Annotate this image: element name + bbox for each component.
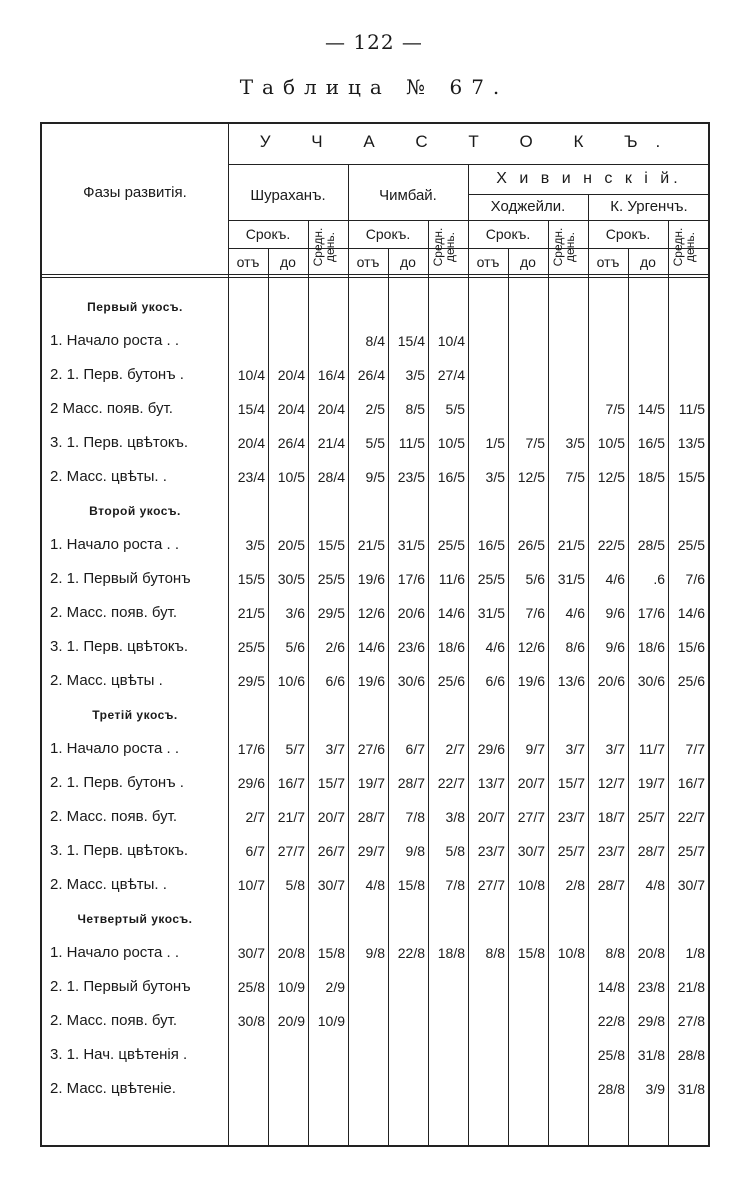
table-cell: 26/7 [317, 843, 345, 859]
to-label: до [520, 254, 536, 270]
table-cell: 8/5 [405, 401, 425, 417]
table-cell: 29/5 [317, 605, 345, 621]
table-cell: 27/6 [357, 741, 385, 757]
table-cell: 30/7 [237, 945, 265, 961]
site-shurakhan: Шураханъ. [250, 187, 326, 204]
table-cell: 31/8 [677, 1081, 705, 1097]
table-cell: 20/9 [277, 1013, 305, 1029]
table-cell: 16/7 [677, 775, 705, 791]
table-cell: 19/7 [637, 775, 665, 791]
table-cell: 25/7 [637, 809, 665, 825]
khiva-header: Х и в и н с к і й. [496, 170, 682, 187]
table-cell: 31/5 [477, 605, 505, 621]
table-cell: 1/8 [685, 945, 705, 961]
table-cell: 15/4 [397, 333, 425, 349]
phenology-table [40, 122, 710, 1147]
table-cell: 25/5 [437, 537, 465, 553]
table-cell: 17/6 [397, 571, 425, 587]
table-cell: 15/7 [557, 775, 585, 791]
table-cell: 15/7 [317, 775, 345, 791]
table-cell: 7/6 [685, 571, 705, 587]
table-cell: 11/6 [438, 571, 465, 587]
table-cell: 17/6 [637, 605, 665, 621]
table-cell: 10/9 [277, 979, 305, 995]
section-title: Второй укосъ. [89, 504, 181, 518]
table-cell: 16/7 [277, 775, 305, 791]
table-cell: 14/6 [677, 605, 705, 621]
table-cell: 12/5 [517, 469, 545, 485]
table-cell: 5/8 [285, 877, 305, 893]
from-label: отъ [476, 254, 500, 270]
table-rule [42, 274, 708, 275]
table-cell: 27/7 [477, 877, 505, 893]
table-cell: 28/7 [637, 843, 665, 859]
site-urgench: К. Ургенчъ. [610, 198, 688, 215]
table-cell: 3/5 [485, 469, 505, 485]
table-cell: 28/8 [597, 1081, 625, 1097]
table-cell: 3/5 [565, 435, 585, 451]
table-cell: 15/5 [677, 469, 705, 485]
table-cell: 5/5 [445, 401, 465, 417]
phases-header: Фазы развитія. [83, 184, 187, 201]
table-cell: 23/6 [397, 639, 425, 655]
table-cell: 25/5 [677, 537, 705, 553]
table-cell: 15/4 [237, 401, 265, 417]
table-cell: .6 [653, 571, 665, 587]
phase-label: 3. 1. Перв. цвѣтокъ. [50, 638, 189, 655]
table-cell: 28/7 [357, 809, 385, 825]
table-cell: 19/7 [357, 775, 385, 791]
phase-label: 2. 1. Первый бутонъ [50, 978, 191, 995]
phase-label: 1. Начало роста . . [50, 536, 180, 553]
from-label: отъ [356, 254, 380, 270]
table-cell: 3/5 [405, 367, 425, 383]
table-cell: 2/5 [365, 401, 385, 417]
table-cell: 10/5 [437, 435, 465, 451]
table-cell: 29/5 [237, 673, 265, 689]
table-cell: 10/7 [237, 877, 265, 893]
table-cell: 15/8 [317, 945, 345, 961]
table-cell: 12/5 [597, 469, 625, 485]
table-cell: 25/8 [237, 979, 265, 995]
table-rule [588, 194, 589, 1145]
table-cell: 30/7 [517, 843, 545, 859]
table-cell: 26/5 [517, 537, 545, 553]
table-caption: Таблица № 67. [239, 75, 509, 99]
table-cell: 22/8 [597, 1013, 625, 1029]
table-cell: 9/8 [365, 945, 385, 961]
table-cell: 30/8 [237, 1013, 265, 1029]
table-cell: 18/6 [437, 639, 465, 655]
table-cell: 28/8 [677, 1047, 705, 1063]
site-chimbai: Чимбай. [379, 187, 437, 204]
phase-label: 2 Масс. появ. бут. [50, 400, 173, 417]
table-cell: 14/6 [437, 605, 465, 621]
table-cell: 15/8 [397, 877, 425, 893]
phase-label: 2. Масс. появ. бут. [50, 808, 178, 825]
table-cell: 23/7 [477, 843, 505, 859]
table-cell: 25/6 [677, 673, 705, 689]
table-cell: 20/8 [277, 945, 305, 961]
table-cell: 19/6 [357, 673, 385, 689]
table-cell: 12/6 [517, 639, 545, 655]
table-cell: 10/5 [277, 469, 305, 485]
table-cell: 3/7 [565, 741, 585, 757]
phase-label: 1. Начало роста . . [50, 944, 180, 961]
table-cell: 4/8 [365, 877, 385, 893]
table-cell: 3/7 [605, 741, 625, 757]
phase-label: 2. Масс. цвѣты . [50, 672, 163, 689]
table-cell: 16/5 [437, 469, 465, 485]
table-cell: 27/7 [277, 843, 305, 859]
table-cell: 25/5 [477, 571, 505, 587]
table-cell: 21/5 [237, 605, 265, 621]
phase-label: 2. 1. Первый бутонъ [50, 570, 191, 587]
table-cell: 4/8 [645, 877, 665, 893]
table-cell: 10/6 [277, 673, 305, 689]
table-cell: 13/7 [477, 775, 505, 791]
table-cell: 2/7 [445, 741, 465, 757]
table-cell: 1/5 [485, 435, 505, 451]
table-cell: 19/6 [357, 571, 385, 587]
table-cell: 2/6 [325, 639, 345, 655]
avg-day-label: Средн. день. [551, 227, 577, 267]
table-cell: 25/7 [557, 843, 585, 859]
table-cell: 10/9 [317, 1013, 345, 1029]
table-cell: 10/4 [437, 333, 465, 349]
table-cell: 25/5 [317, 571, 345, 587]
phase-label: 3. 1. Перв. цвѣтокъ. [50, 842, 189, 859]
table-cell: 27/7 [517, 809, 545, 825]
table-cell: 26/4 [277, 435, 305, 451]
site-khodzheili: Ходжейли. [490, 198, 566, 215]
table-cell: 11/5 [398, 435, 425, 451]
table-cell: 31/5 [397, 537, 425, 553]
table-cell: 16/5 [477, 537, 505, 553]
table-cell: 14/6 [357, 639, 385, 655]
table-cell: 22/8 [397, 945, 425, 961]
phase-label: 1. Начало роста . . [50, 740, 180, 757]
table-cell: 25/5 [237, 639, 265, 655]
table-cell: 25/6 [437, 673, 465, 689]
table-cell: 7/8 [445, 877, 465, 893]
table-cell: 14/5 [637, 401, 665, 417]
table-cell: 25/7 [677, 843, 705, 859]
table-cell: 7/7 [685, 741, 705, 757]
table-cell: 23/7 [557, 809, 585, 825]
table-cell: 15/8 [517, 945, 545, 961]
table-cell: 21/5 [357, 537, 385, 553]
table-cell: 16/4 [317, 367, 345, 383]
table-cell: 6/7 [405, 741, 425, 757]
table-cell: 3/6 [285, 605, 305, 621]
table-cell: 20/4 [237, 435, 265, 451]
district-header: У Ч А С Т О К Ъ. [259, 132, 679, 151]
table-cell: 4/6 [485, 639, 505, 655]
phase-label: 3. 1. Перв. цвѣтокъ. [50, 434, 189, 451]
table-cell: 7/5 [525, 435, 545, 451]
table-cell: 8/6 [565, 639, 585, 655]
table-cell: 30/5 [277, 571, 305, 587]
table-cell: 29/6 [477, 741, 505, 757]
table-cell: 10/8 [557, 945, 585, 961]
table-cell: 12/7 [597, 775, 625, 791]
table-cell: 10/5 [597, 435, 625, 451]
table-cell: 27/4 [437, 367, 465, 383]
table-cell: 14/8 [597, 979, 625, 995]
table-cell: 4/6 [565, 605, 585, 621]
table-cell: 13/6 [557, 673, 585, 689]
table-cell: 6/7 [245, 843, 265, 859]
phase-label: 2. Масс. появ. бут. [50, 604, 178, 621]
avg-day-label: Средн. день. [671, 227, 697, 267]
to-label: до [640, 254, 656, 270]
table-cell: 17/6 [237, 741, 265, 757]
table-cell: 28/7 [597, 877, 625, 893]
table-cell: 5/5 [365, 435, 385, 451]
table-cell: 6/6 [325, 673, 345, 689]
phase-label: 1. Начало роста . . [50, 332, 180, 349]
table-cell: 9/8 [405, 843, 425, 859]
table-cell: 22/7 [677, 809, 705, 825]
table-cell: 20/6 [597, 673, 625, 689]
phase-label: 2. Масс. цвѣты. . [50, 468, 167, 485]
table-cell: 21/8 [677, 979, 705, 995]
term-label: Срокъ. [605, 226, 651, 242]
table-rule [42, 277, 708, 278]
table-cell: 9/5 [365, 469, 385, 485]
phase-label: 2. Масс. цвѣтеніе. [50, 1080, 176, 1097]
table-cell: 27/8 [677, 1013, 705, 1029]
table-cell: 11/5 [678, 401, 705, 417]
table-cell: 23/8 [637, 979, 665, 995]
table-cell: 21/4 [317, 435, 345, 451]
table-cell: 5/6 [285, 639, 305, 655]
table-cell: 7/5 [605, 401, 625, 417]
table-cell: 23/4 [237, 469, 265, 485]
table-cell: 22/7 [437, 775, 465, 791]
table-cell: 20/4 [277, 401, 305, 417]
table-cell: 2/7 [245, 809, 265, 825]
table-cell: 2/9 [325, 979, 345, 995]
table-cell: 9/6 [605, 605, 625, 621]
term-label: Срокъ. [245, 226, 291, 242]
table-cell: 20/5 [277, 537, 305, 553]
table-cell: 15/5 [317, 537, 345, 553]
table-cell: 5/7 [285, 741, 305, 757]
table-cell: 29/8 [637, 1013, 665, 1029]
table-cell: 28/4 [317, 469, 345, 485]
table-cell: 5/6 [525, 571, 545, 587]
term-label: Срокъ. [365, 226, 411, 242]
to-label: до [400, 254, 416, 270]
from-label: отъ [236, 254, 260, 270]
table-cell: 12/6 [357, 605, 385, 621]
table-cell: 7/5 [565, 469, 585, 485]
avg-day-label: Средн. день. [431, 227, 457, 267]
table-cell: 4/6 [605, 571, 625, 587]
table-cell: 20/7 [317, 809, 345, 825]
section-title: Четвертый укосъ. [77, 912, 193, 926]
table-cell: 11/7 [638, 741, 665, 757]
table-cell: 7/8 [405, 809, 425, 825]
table-cell: 8/4 [365, 333, 385, 349]
table-cell: 30/7 [677, 877, 705, 893]
table-cell: 29/7 [357, 843, 385, 859]
from-label: отъ [596, 254, 620, 270]
table-cell: 20/8 [637, 945, 665, 961]
table-cell: 30/6 [397, 673, 425, 689]
page-number: — 122 — [325, 30, 423, 54]
phase-label: 2. 1. Перв. бутонъ . [50, 774, 184, 791]
table-cell: 19/6 [517, 673, 545, 689]
table-cell: 10/8 [517, 877, 545, 893]
table-cell: 9/7 [525, 741, 545, 757]
table-cell: 28/7 [397, 775, 425, 791]
table-cell: 21/5 [557, 537, 585, 553]
table-cell: 22/5 [597, 537, 625, 553]
table-cell: 8/8 [605, 945, 625, 961]
table-cell: 20/7 [477, 809, 505, 825]
table-cell: 20/4 [277, 367, 305, 383]
table-cell: 15/5 [237, 571, 265, 587]
table-cell: 20/6 [397, 605, 425, 621]
phase-label: 2. 1. Перв. бутонъ . [50, 366, 184, 383]
table-cell: 28/5 [637, 537, 665, 553]
table-cell: 5/8 [445, 843, 465, 859]
table-cell: 18/6 [637, 639, 665, 655]
table-cell: 18/7 [597, 809, 625, 825]
table-cell: 26/4 [357, 367, 385, 383]
table-cell: 30/6 [637, 673, 665, 689]
phase-label: 2. Масс. цвѣты. . [50, 876, 167, 893]
table-cell: 10/4 [237, 367, 265, 383]
table-cell: 15/6 [677, 639, 705, 655]
table-cell: 20/7 [517, 775, 545, 791]
to-label: до [280, 254, 296, 270]
table-cell: 3/7 [325, 741, 345, 757]
section-title: Третій укосъ. [92, 708, 178, 722]
table-rule [628, 248, 629, 1145]
section-title: Первый укосъ. [87, 300, 183, 314]
table-cell: 3/8 [445, 809, 465, 825]
table-cell: 31/5 [557, 571, 585, 587]
table-cell: 29/6 [237, 775, 265, 791]
phase-label: 2. Масс. появ. бут. [50, 1012, 178, 1029]
table-cell: 2/8 [565, 877, 585, 893]
table-cell: 31/8 [637, 1047, 665, 1063]
table-cell: 30/7 [317, 877, 345, 893]
table-cell: 3/9 [645, 1081, 665, 1097]
table-cell: 18/8 [437, 945, 465, 961]
table-cell: 23/7 [597, 843, 625, 859]
table-cell: 23/5 [397, 469, 425, 485]
table-cell: 20/4 [317, 401, 345, 417]
table-rule [508, 248, 509, 1145]
table-cell: 13/5 [677, 435, 705, 451]
table-cell: 21/7 [277, 809, 305, 825]
term-label: Срокъ. [485, 226, 531, 242]
table-cell: 3/5 [245, 537, 265, 553]
avg-day-label: Средн. день. [311, 227, 337, 267]
table-cell: 9/6 [605, 639, 625, 655]
table-cell: 25/8 [597, 1047, 625, 1063]
table-cell: 16/5 [637, 435, 665, 451]
table-cell: 6/6 [485, 673, 505, 689]
table-cell: 18/5 [637, 469, 665, 485]
table-cell: 7/6 [525, 605, 545, 621]
table-cell: 8/8 [485, 945, 505, 961]
phase-label: 3. 1. Нач. цвѣтенія . [50, 1046, 188, 1063]
